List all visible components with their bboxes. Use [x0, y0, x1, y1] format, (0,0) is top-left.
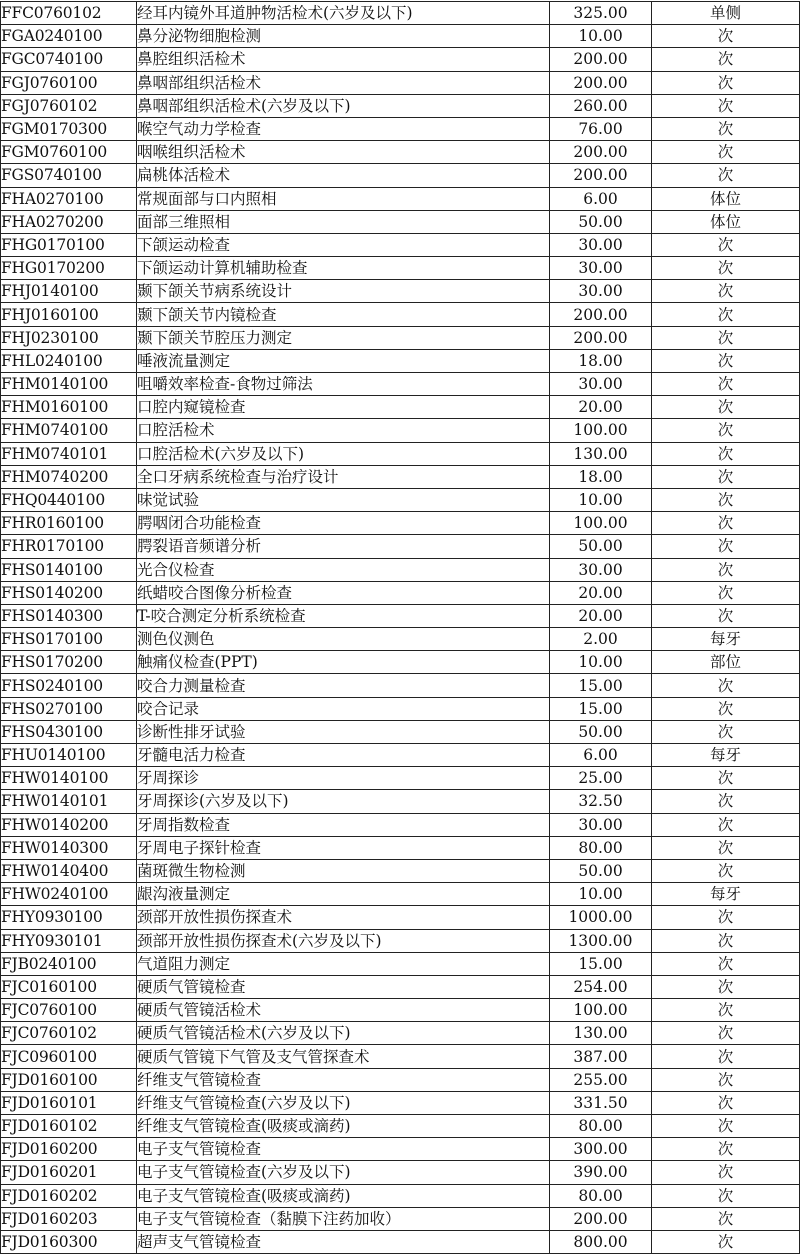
- table-row: [1, 975, 800, 998]
- table-row: [1, 164, 800, 187]
- item-code-cell: FHR0170100: [1, 535, 137, 558]
- item-unit-cell: 次: [652, 906, 800, 929]
- table-row: [1, 326, 800, 349]
- item-unit-cell: 次: [652, 1045, 800, 1068]
- item-price-cell: 200.00: [550, 303, 652, 326]
- table-row: [1, 2, 800, 25]
- item-unit-cell: 次: [652, 1138, 800, 1161]
- item-unit-cell: 次: [652, 1161, 800, 1184]
- table-row: [1, 952, 800, 975]
- item-code-cell: FFC0760102: [1, 2, 137, 25]
- item-unit-cell: 次: [652, 558, 800, 581]
- item-code-cell: FHR0160100: [1, 512, 137, 535]
- item-unit-cell: 每牙: [652, 744, 800, 767]
- item-unit-cell: 次: [652, 790, 800, 813]
- item-code-cell: FGA0240100: [1, 25, 137, 48]
- item-unit-cell: 次: [652, 535, 800, 558]
- item-price-cell: 390.00: [550, 1161, 652, 1184]
- item-unit-cell: 次: [652, 581, 800, 604]
- table-row: [1, 117, 800, 140]
- table-row: [1, 71, 800, 94]
- item-unit-cell: 部位: [652, 651, 800, 674]
- item-unit-cell: 次: [652, 512, 800, 535]
- table-row: [1, 396, 800, 419]
- item-name-cell: 电子支气管镜检查(六岁及以下): [137, 1161, 550, 1184]
- item-code-cell: FJD0160300: [1, 1230, 137, 1253]
- item-price-cell: 325.00: [550, 2, 652, 25]
- item-code-cell: FHW0140400: [1, 859, 137, 882]
- item-name-cell: 腭裂语音频谱分析: [137, 535, 550, 558]
- item-code-cell: FHS0170200: [1, 651, 137, 674]
- item-unit-cell: 次: [652, 488, 800, 511]
- item-name-cell: 鼻腔组织活检术: [137, 48, 550, 71]
- item-name-cell: 菌斑微生物检测: [137, 859, 550, 882]
- item-name-cell: 颞下颌关节内镜检查: [137, 303, 550, 326]
- item-unit-cell: 次: [652, 1022, 800, 1045]
- item-price-cell: 331.50: [550, 1091, 652, 1114]
- item-name-cell: 硬质气管镜活检术: [137, 999, 550, 1022]
- item-unit-cell: 次: [652, 1115, 800, 1138]
- item-code-cell: FHS0270100: [1, 697, 137, 720]
- table-row: [1, 720, 800, 743]
- item-name-cell: 牙髓电活力检查: [137, 744, 550, 767]
- item-code-cell: FHY0930101: [1, 929, 137, 952]
- item-code-cell: FJD0160101: [1, 1091, 137, 1114]
- item-unit-cell: 次: [652, 1230, 800, 1253]
- item-price-cell: 100.00: [550, 999, 652, 1022]
- item-unit-cell: 次: [652, 999, 800, 1022]
- item-unit-cell: 体位: [652, 187, 800, 210]
- table-row: [1, 512, 800, 535]
- item-name-cell: 鼻咽部组织活检术: [137, 71, 550, 94]
- item-unit-cell: 次: [652, 767, 800, 790]
- item-name-cell: 颈部开放性损伤探查术: [137, 906, 550, 929]
- item-unit-cell: 次: [652, 975, 800, 998]
- table-row: [1, 744, 800, 767]
- item-code-cell: FHW0140300: [1, 836, 137, 859]
- table-row: [1, 48, 800, 71]
- item-unit-cell: 次: [652, 326, 800, 349]
- item-code-cell: FHU0140100: [1, 744, 137, 767]
- item-name-cell: 口腔活检术: [137, 419, 550, 442]
- item-code-cell: FHG0170100: [1, 233, 137, 256]
- item-code-cell: FHS0430100: [1, 720, 137, 743]
- table-row: [1, 303, 800, 326]
- item-code-cell: FHS0170100: [1, 628, 137, 651]
- item-code-cell: FHG0170200: [1, 257, 137, 280]
- item-price-cell: 30.00: [550, 813, 652, 836]
- table-row: [1, 442, 800, 465]
- item-unit-cell: 次: [652, 813, 800, 836]
- item-name-cell: 牙周探诊(六岁及以下): [137, 790, 550, 813]
- item-price-cell: 18.00: [550, 465, 652, 488]
- table-row: [1, 94, 800, 117]
- item-code-cell: FJD0160203: [1, 1207, 137, 1230]
- item-name-cell: 全口牙病系统检查与治疗设计: [137, 465, 550, 488]
- item-unit-cell: 每牙: [652, 628, 800, 651]
- table-row: [1, 488, 800, 511]
- item-unit-cell: 次: [652, 1207, 800, 1230]
- item-price-cell: 25.00: [550, 767, 652, 790]
- item-code-cell: FHQ0440100: [1, 488, 137, 511]
- item-name-cell: 口腔内窥镜检查: [137, 396, 550, 419]
- item-name-cell: 颞下颌关节病系统设计: [137, 280, 550, 303]
- item-name-cell: 纤维支气管镜检查(吸痰或滴药): [137, 1115, 550, 1138]
- item-unit-cell: 次: [652, 396, 800, 419]
- table-row: [1, 581, 800, 604]
- item-name-cell: 颞下颌关节腔压力测定: [137, 326, 550, 349]
- item-name-cell: 咬合记录: [137, 697, 550, 720]
- item-name-cell: 纤维支气管镜检查: [137, 1068, 550, 1091]
- item-name-cell: 腭咽闭合功能检查: [137, 512, 550, 535]
- table-row: [1, 999, 800, 1022]
- item-price-cell: 255.00: [550, 1068, 652, 1091]
- item-name-cell: 常规面部与口内照相: [137, 187, 550, 210]
- item-price-cell: 200.00: [550, 141, 652, 164]
- item-code-cell: FJD0160102: [1, 1115, 137, 1138]
- item-unit-cell: 次: [652, 141, 800, 164]
- item-code-cell: FHL0240100: [1, 349, 137, 372]
- item-name-cell: T-咬合测定分析系统检查: [137, 604, 550, 627]
- item-price-cell: 20.00: [550, 604, 652, 627]
- item-price-cell: 32.50: [550, 790, 652, 813]
- item-price-cell: 6.00: [550, 744, 652, 767]
- item-price-cell: 200.00: [550, 326, 652, 349]
- item-price-cell: 130.00: [550, 1022, 652, 1045]
- item-unit-cell: 次: [652, 419, 800, 442]
- item-price-cell: 6.00: [550, 187, 652, 210]
- item-price-cell: 20.00: [550, 581, 652, 604]
- item-name-cell: 牙周电子探针检查: [137, 836, 550, 859]
- item-price-cell: 50.00: [550, 720, 652, 743]
- table-row: [1, 1068, 800, 1091]
- table-row: [1, 257, 800, 280]
- item-price-cell: 30.00: [550, 233, 652, 256]
- item-code-cell: FJD0160201: [1, 1161, 137, 1184]
- item-code-cell: FHW0140101: [1, 790, 137, 813]
- table-row: [1, 141, 800, 164]
- item-price-cell: 15.00: [550, 674, 652, 697]
- item-price-cell: 1300.00: [550, 929, 652, 952]
- item-code-cell: FHS0140200: [1, 581, 137, 604]
- table-row: [1, 187, 800, 210]
- item-unit-cell: 次: [652, 1184, 800, 1207]
- table-row: [1, 929, 800, 952]
- item-code-cell: FGC0740100: [1, 48, 137, 71]
- item-unit-cell: 次: [652, 349, 800, 372]
- item-code-cell: FJD0160202: [1, 1184, 137, 1207]
- item-price-cell: 80.00: [550, 1184, 652, 1207]
- item-unit-cell: 次: [652, 465, 800, 488]
- item-code-cell: FGM0170300: [1, 117, 137, 140]
- item-price-cell: 2.00: [550, 628, 652, 651]
- item-price-cell: 1000.00: [550, 906, 652, 929]
- item-price-cell: 800.00: [550, 1230, 652, 1253]
- item-price-cell: 50.00: [550, 859, 652, 882]
- item-price-cell: 18.00: [550, 349, 652, 372]
- item-unit-cell: 次: [652, 71, 800, 94]
- item-name-cell: 气道阻力测定: [137, 952, 550, 975]
- item-code-cell: FJB0240100: [1, 952, 137, 975]
- table-row: [1, 697, 800, 720]
- table-row: [1, 535, 800, 558]
- item-code-cell: FHW0240100: [1, 883, 137, 906]
- item-unit-cell: 次: [652, 164, 800, 187]
- item-code-cell: FHS0140100: [1, 558, 137, 581]
- table-row: [1, 1161, 800, 1184]
- item-price-cell: 260.00: [550, 94, 652, 117]
- item-name-cell: 电子支气管镜检查(吸痰或滴药): [137, 1184, 550, 1207]
- item-code-cell: FJC0160100: [1, 975, 137, 998]
- item-name-cell: 硬质气管镜下气管及支气管探查术: [137, 1045, 550, 1068]
- item-code-cell: FJC0960100: [1, 1045, 137, 1068]
- table-row: [1, 373, 800, 396]
- table-row: [1, 465, 800, 488]
- item-code-cell: FHA0270200: [1, 210, 137, 233]
- item-code-cell: FJC0760102: [1, 1022, 137, 1045]
- item-name-cell: 经耳内镜外耳道肿物活检术(六岁及以下): [137, 2, 550, 25]
- item-code-cell: FGJ0760100: [1, 71, 137, 94]
- table-row: [1, 1115, 800, 1138]
- item-price-cell: 20.00: [550, 396, 652, 419]
- item-price-cell: 30.00: [550, 558, 652, 581]
- item-name-cell: 味觉试验: [137, 488, 550, 511]
- table-row: [1, 604, 800, 627]
- item-name-cell: 诊断性排牙试验: [137, 720, 550, 743]
- item-code-cell: FHA0270100: [1, 187, 137, 210]
- item-price-cell: 130.00: [550, 442, 652, 465]
- item-price-cell: 15.00: [550, 952, 652, 975]
- item-code-cell: FHW0140100: [1, 767, 137, 790]
- item-name-cell: 牙周指数检查: [137, 813, 550, 836]
- item-code-cell: FHW0140200: [1, 813, 137, 836]
- table-row: [1, 836, 800, 859]
- item-name-cell: 咬合力测量检查: [137, 674, 550, 697]
- item-unit-cell: 次: [652, 720, 800, 743]
- item-code-cell: FHM0740100: [1, 419, 137, 442]
- item-price-cell: 387.00: [550, 1045, 652, 1068]
- item-name-cell: 纤维支气管镜检查(六岁及以下): [137, 1091, 550, 1114]
- item-name-cell: 下颌运动检查: [137, 233, 550, 256]
- item-name-cell: 扁桃体活检术: [137, 164, 550, 187]
- item-name-cell: 鼻咽部组织活检术(六岁及以下): [137, 94, 550, 117]
- item-code-cell: FHS0140300: [1, 604, 137, 627]
- item-unit-cell: 次: [652, 952, 800, 975]
- item-code-cell: FHM0740200: [1, 465, 137, 488]
- item-price-cell: 100.00: [550, 419, 652, 442]
- item-unit-cell: 次: [652, 303, 800, 326]
- item-name-cell: 电子支气管镜检查: [137, 1138, 550, 1161]
- item-unit-cell: 体位: [652, 210, 800, 233]
- item-name-cell: 电子支气管镜检查（黏膜下注药加收）: [137, 1207, 550, 1230]
- item-price-cell: 10.00: [550, 488, 652, 511]
- item-name-cell: 超声支气管镜检查: [137, 1230, 550, 1253]
- item-unit-cell: 次: [652, 94, 800, 117]
- item-code-cell: FGJ0760102: [1, 94, 137, 117]
- item-name-cell: 龈沟液量测定: [137, 883, 550, 906]
- item-code-cell: FHM0740101: [1, 442, 137, 465]
- table-row: [1, 883, 800, 906]
- table-row: [1, 906, 800, 929]
- item-price-cell: 76.00: [550, 117, 652, 140]
- item-price-cell: 300.00: [550, 1138, 652, 1161]
- item-unit-cell: 次: [652, 859, 800, 882]
- table-row: [1, 651, 800, 674]
- item-unit-cell: 每牙: [652, 883, 800, 906]
- item-price-cell: 80.00: [550, 836, 652, 859]
- table-row: [1, 674, 800, 697]
- table-row: [1, 233, 800, 256]
- table-row: [1, 790, 800, 813]
- item-code-cell: FHJ0140100: [1, 280, 137, 303]
- item-price-cell: 10.00: [550, 883, 652, 906]
- table-row: [1, 1184, 800, 1207]
- item-price-cell: 10.00: [550, 25, 652, 48]
- item-price-cell: 50.00: [550, 535, 652, 558]
- item-name-cell: 下颌运动计算机辅助检查: [137, 257, 550, 280]
- item-unit-cell: 次: [652, 929, 800, 952]
- item-unit-cell: 次: [652, 442, 800, 465]
- table-row: [1, 1230, 800, 1253]
- item-name-cell: 口腔活检术(六岁及以下): [137, 442, 550, 465]
- item-name-cell: 咀嚼效率检查-食物过筛法: [137, 373, 550, 396]
- item-unit-cell: 次: [652, 1068, 800, 1091]
- item-price-cell: 30.00: [550, 280, 652, 303]
- item-price-cell: 200.00: [550, 48, 652, 71]
- item-code-cell: FJD0160200: [1, 1138, 137, 1161]
- item-code-cell: FJC0760100: [1, 999, 137, 1022]
- table-row: [1, 813, 800, 836]
- table-row: [1, 859, 800, 882]
- item-name-cell: 面部三维照相: [137, 210, 550, 233]
- table-row: [1, 1045, 800, 1068]
- table-row: [1, 558, 800, 581]
- item-name-cell: 牙周探诊: [137, 767, 550, 790]
- item-code-cell: FHJ0230100: [1, 326, 137, 349]
- item-name-cell: 唾液流量测定: [137, 349, 550, 372]
- item-unit-cell: 次: [652, 697, 800, 720]
- item-unit-cell: 次: [652, 233, 800, 256]
- item-unit-cell: 次: [652, 674, 800, 697]
- table-row: [1, 25, 800, 48]
- fee-table-body: [1, 2, 800, 1254]
- item-name-cell: 喉空气动力学检查: [137, 117, 550, 140]
- item-name-cell: 纸蜡咬合图像分析检查: [137, 581, 550, 604]
- item-code-cell: FHY0930100: [1, 906, 137, 929]
- item-price-cell: 50.00: [550, 210, 652, 233]
- table-row: [1, 1138, 800, 1161]
- item-price-cell: 30.00: [550, 373, 652, 396]
- item-code-cell: FGS0740100: [1, 164, 137, 187]
- item-code-cell: FHJ0160100: [1, 303, 137, 326]
- item-unit-cell: 次: [652, 25, 800, 48]
- item-price-cell: 100.00: [550, 512, 652, 535]
- item-code-cell: FHM0160100: [1, 396, 137, 419]
- table-row: [1, 349, 800, 372]
- item-name-cell: 硬质气管镜活检术(六岁及以下): [137, 1022, 550, 1045]
- fee-table: [0, 1, 800, 1254]
- item-name-cell: 硬质气管镜检查: [137, 975, 550, 998]
- item-unit-cell: 次: [652, 48, 800, 71]
- item-price-cell: 30.00: [550, 257, 652, 280]
- item-code-cell: FHM0140100: [1, 373, 137, 396]
- item-price-cell: 80.00: [550, 1115, 652, 1138]
- item-price-cell: 200.00: [550, 71, 652, 94]
- item-unit-cell: 次: [652, 257, 800, 280]
- item-price-cell: 200.00: [550, 164, 652, 187]
- item-price-cell: 200.00: [550, 1207, 652, 1230]
- item-name-cell: 光合仪检查: [137, 558, 550, 581]
- table-row: [1, 419, 800, 442]
- item-unit-cell: 次: [652, 1091, 800, 1114]
- item-name-cell: 鼻分泌物细胞检测: [137, 25, 550, 48]
- item-price-cell: 254.00: [550, 975, 652, 998]
- item-name-cell: 测色仪测色: [137, 628, 550, 651]
- item-code-cell: FHS0240100: [1, 674, 137, 697]
- item-code-cell: FGM0760100: [1, 141, 137, 164]
- table-row: [1, 1022, 800, 1045]
- item-unit-cell: 次: [652, 280, 800, 303]
- table-row: [1, 628, 800, 651]
- item-name-cell: 颈部开放性损伤探查术(六岁及以下): [137, 929, 550, 952]
- item-unit-cell: 次: [652, 604, 800, 627]
- table-row: [1, 1207, 800, 1230]
- table-row: [1, 210, 800, 233]
- item-name-cell: 咽喉组织活检术: [137, 141, 550, 164]
- item-price-cell: 10.00: [550, 651, 652, 674]
- item-name-cell: 触痛仪检查(PPT): [137, 651, 550, 674]
- item-unit-cell: 单侧: [652, 2, 800, 25]
- item-unit-cell: 次: [652, 373, 800, 396]
- item-code-cell: FJD0160100: [1, 1068, 137, 1091]
- item-unit-cell: 次: [652, 117, 800, 140]
- table-row: [1, 767, 800, 790]
- item-price-cell: 15.00: [550, 697, 652, 720]
- item-unit-cell: 次: [652, 836, 800, 859]
- table-row: [1, 280, 800, 303]
- table-row: [1, 1091, 800, 1114]
